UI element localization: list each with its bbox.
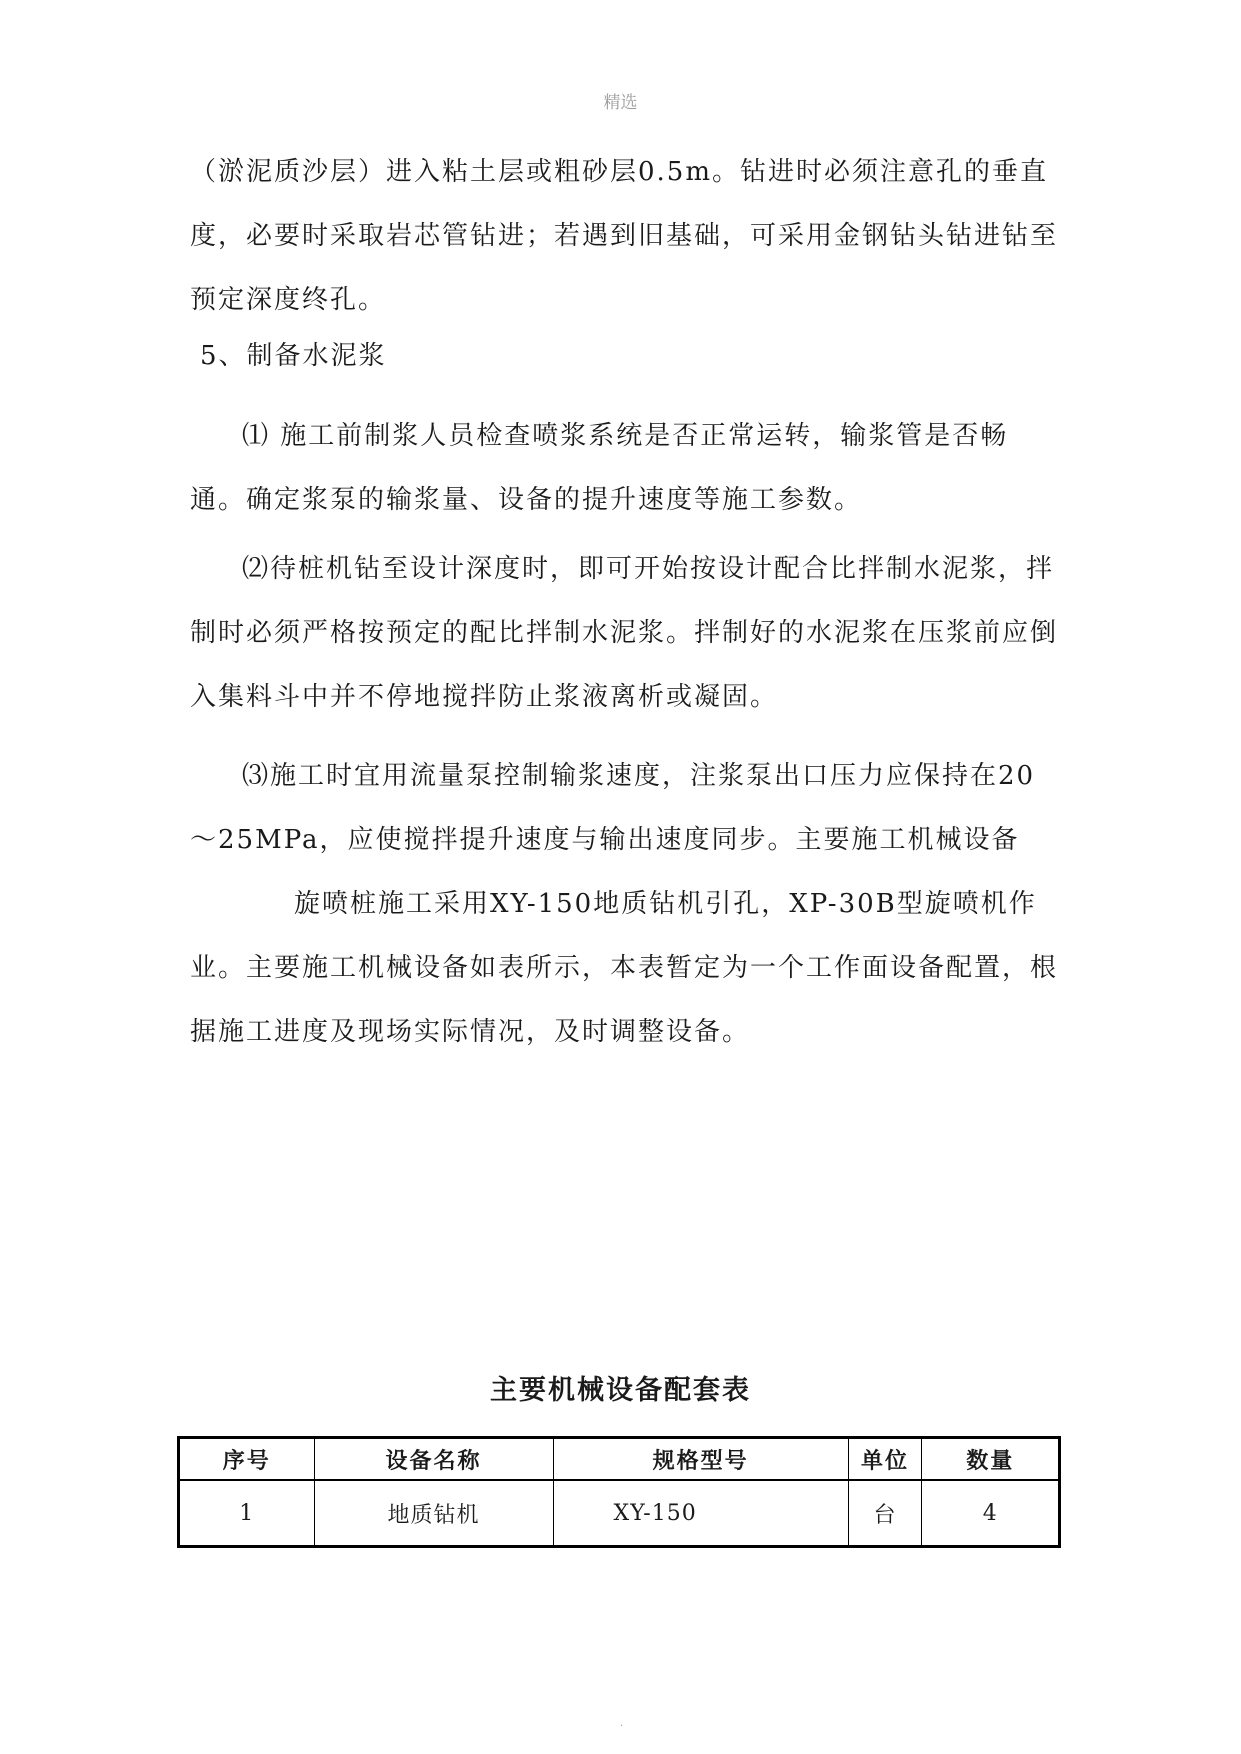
table-title: 主要机械设备配套表 bbox=[490, 1375, 751, 1406]
column-header-unit: 单位 bbox=[848, 1438, 922, 1481]
column-header-model: 规格型号 bbox=[553, 1438, 848, 1481]
cell-index: 1 bbox=[179, 1480, 315, 1547]
section-heading-cement-slurry: 5、制备水泥浆 bbox=[200, 341, 387, 371]
cell-quantity: 4 bbox=[922, 1480, 1060, 1547]
cell-unit: 台 bbox=[848, 1480, 922, 1547]
paragraph-equipment: 旋喷桩施工采用XY-150地质钻机引孔，XP-30B型旋喷机作业。主要施工机械设备如表所示，本表暂定为一个工作面设备配置，根据施工进度及现场实际情况，及时调整设备。 bbox=[190, 889, 1059, 1047]
page-footer-mark: . bbox=[620, 1718, 624, 1729]
page-header-mark: 精选 bbox=[603, 93, 638, 113]
equipment-table bbox=[177, 1436, 1061, 1548]
paragraph-step-2: ⑵待桩机钻至设计深度时，即可开始按设计配合比拌制水泥浆，拌制时必须严格按预定的配比拌制水泥浆。拌制好的水泥浆在压浆前应倒入集料斗中并不停地搅拌防止浆液离析或凝固。 bbox=[190, 554, 1059, 712]
cell-name: 地质钻机 bbox=[314, 1480, 553, 1547]
table-row bbox=[179, 1480, 1060, 1547]
paragraph-step-3: ⑶施工时宜用流量泵控制输浆速度，注浆泵出口压力应保持在20～25MPa，应使搅拌提升速度与输出速度同步。主要施工机械设备 bbox=[190, 761, 1036, 855]
column-header-index: 序号 bbox=[179, 1438, 315, 1481]
cell-model: XY-150 bbox=[553, 1480, 848, 1547]
column-header-quantity: 数量 bbox=[922, 1438, 1060, 1481]
paragraph-step-1: ⑴ 施工前制浆人员检查喷浆系统是否正常运转，输浆管是否畅通。确定浆泵的输浆量、设备的提升速度等施工参数。 bbox=[190, 421, 1009, 515]
paragraph-drilling: （淤泥质沙层）进入粘土层或粗砂层0.5m。钻进时必须注意孔的垂直度，必要时采取岩芯管钻进；若遇到旧基础，可采用金钢钻头钻进钻至预定深度终孔。 bbox=[190, 157, 1059, 315]
column-header-name: 设备名称 bbox=[314, 1438, 553, 1481]
table-header-row bbox=[179, 1438, 1060, 1481]
